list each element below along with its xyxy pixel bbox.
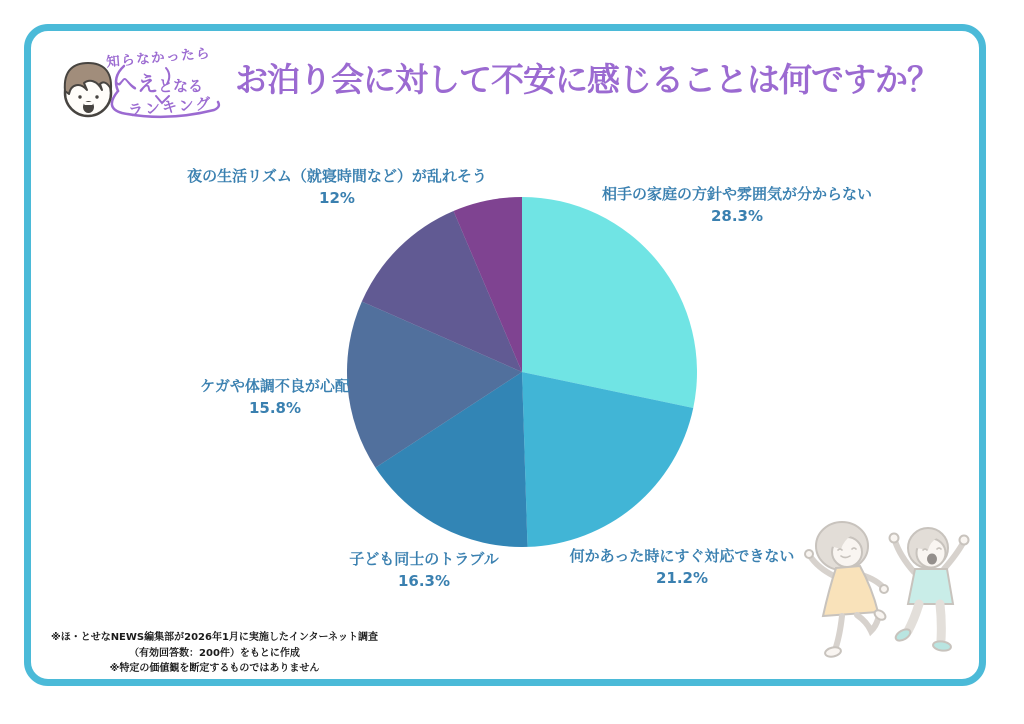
page-title: お泊り会に対して不安に感じることは何ですか？	[235, 60, 939, 99]
pie-chart	[347, 197, 697, 547]
footnote-line2: （有効回答数：200件）をもとに作成	[129, 647, 300, 659]
pie-label-injury: ケガや体調不良が心配 15.8%	[200, 377, 350, 417]
pie-label-cannot-respond: 何かあった時にすぐ対応できない 21.2%	[569, 547, 795, 587]
logo	[94, 44, 244, 124]
logo-line2-rest: となる	[158, 77, 204, 95]
logo-line3: ランキング	[127, 94, 214, 120]
footnote-line1: ※ほ・とせなNEWS編集部が2026年1月に実施したインターネット調査	[50, 632, 379, 643]
jumping-kids-illustration	[790, 514, 982, 666]
logo-line2-big: へえ	[116, 72, 158, 96]
pie-label-kids-trouble: 子ども同士のトラブル 16.3%	[349, 550, 499, 590]
pie-label-family-policy: 相手の家庭の方針や雰囲気が分からない 28.3%	[601, 185, 872, 225]
footnote	[42, 630, 387, 677]
pie-label-night-rhythm: 夜の生活リズム（就寝時間など）が乱れそう 12%	[187, 167, 487, 207]
pie-slice	[522, 197, 697, 408]
footnote-line3: ※特定の価値観を断定するものではありません	[109, 663, 320, 674]
logo-line1: 知らなかったら	[105, 45, 212, 71]
